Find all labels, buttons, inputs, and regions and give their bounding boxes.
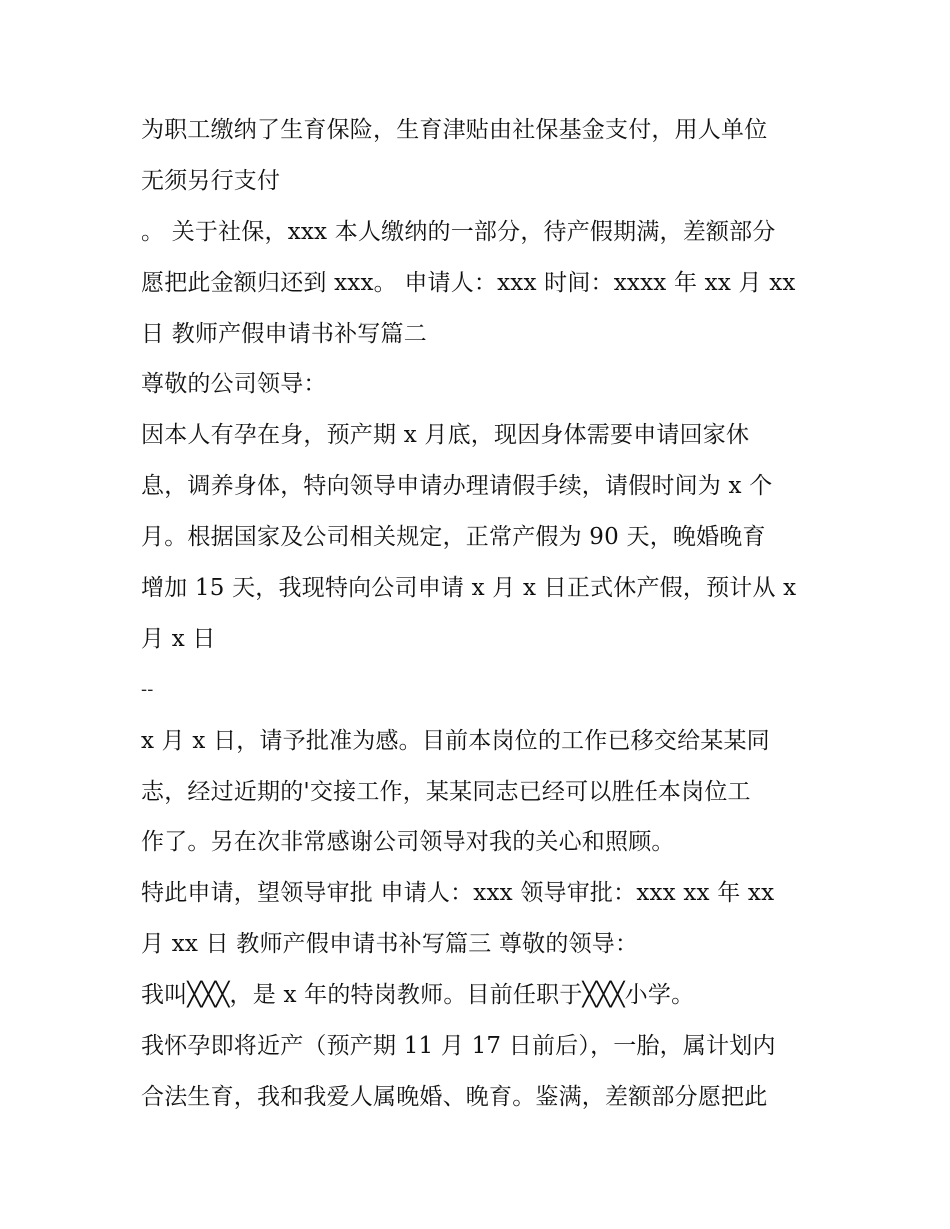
text-line: 我叫╳╳╳，是 x 年的特岗教师。目前任职于╳╳╳小学。 — [141, 982, 695, 1009]
text-line: 愿把此金额归还到 xxx。 申请人：xxx 时间：xxxx 年 xx 月 xx — [141, 269, 796, 296]
text-line: 作了。另在次非常感谢公司领导对我的关心和照顾。 — [141, 829, 675, 856]
page-separator: -- — [141, 678, 154, 700]
text-line: 我怀孕即将近产（预产期 11 月 17 日前后），一胎，属计划内 — [141, 1033, 776, 1060]
text-line: 增加 15 天，我现特向公司申请 x 月 x 日正式休产假，预计从 x — [141, 575, 797, 602]
text-line: 尊敬的公司领导： — [141, 371, 327, 398]
text-line: 日 教师产假申请书补写篇二 — [141, 320, 427, 347]
text-line: 无须另行支付 — [141, 167, 281, 194]
text-line: 月。根据国家及公司相关规定，正常产假为 90 天，晚婚晚育 — [141, 524, 766, 551]
text-line: 月 xx 日 教师产假申请书补写篇三 尊敬的领导： — [141, 931, 639, 958]
text-line: 息，调养身体，特向领导申请办理请假手续，请假时间为 x 个 — [141, 473, 773, 500]
text-line: x 月 x 日，请予批准为感。目前本岗位的工作已移交给某某同 — [141, 727, 770, 754]
text-line: 。 关于社保，xxx 本人缴纳的一部分，待产假期满，差额部分 — [141, 218, 776, 245]
text-line: 月 x 日 — [141, 625, 216, 652]
text-line: 志，经过近期的'交接工作，某某同志已经可以胜任本岗位工 — [141, 778, 751, 805]
text-line: 为职工缴纳了生育保险，生育津贴由社保基金支付，用人单位 — [141, 117, 768, 143]
text-line: 因本人有孕在身，预产期 x 月底，现因身体需要申请回家休 — [141, 422, 750, 449]
document-body — [141, 105, 841, 1123]
text-line: 合法生育，我和我爱人属晚婚、晚育。鉴满，差额部分愿把此 — [141, 1083, 768, 1110]
text-line: 特此申请，望领导审批 申请人：xxx 领导审批：xxx xx 年 xx — [141, 880, 775, 907]
